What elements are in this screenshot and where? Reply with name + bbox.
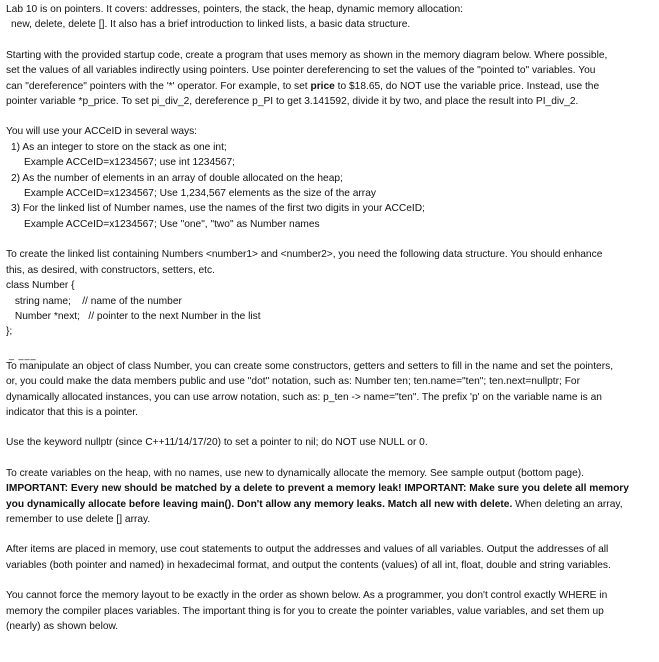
manip-line-2: or, you could make the data members public and use "dot" notation, such as: Number ten; ten.name="ten"; ten.next=nullptr; For <box>6 376 580 388</box>
code-line-3: Number *next; // pointer to the next Number in the list <box>12 310 261 322</box>
para1-line-3 <box>6 79 651 94</box>
accel-item-2: 2) As the number of elements in an array of double allocated on the heap; <box>11 172 343 184</box>
price-keyword: price <box>310 80 335 92</box>
para1-line-2: set the values of all variables indirectly using pointers. Use pointer dereferencing to set the values of the "pointed to" variables. You <box>6 65 596 77</box>
intro-line-1: Lab 10 is on pointers. It covers: addresses, pointers, the stack, the heap, dynamic memory allocation: <box>6 4 463 15</box>
para1-line-3-a: can "dereference" pointers with the '*' operator. For example, to set <box>6 80 311 92</box>
linked-line-2: this, as desired, with constructors, setters, etc. <box>6 264 215 276</box>
accel-item-2-example: Example ACCeID=x1234567; Use 1,234,567 elements as the size of the array <box>24 188 376 200</box>
para1-line-4: pointer variable *p_price. To set pi_div_2, dereference p_PI to get 3.141592, divide it by two, and place the result into PI_div_2. <box>6 96 579 108</box>
heap-line-1: To create variables on the heap, with no names, use new to dynamically allocate the memory. See sample output (bottom page). <box>6 467 584 479</box>
accel-intro: You will use your ACCeID in several ways: <box>6 126 198 138</box>
code-line-2: string name; // name of the number <box>12 295 182 307</box>
layout-line-1: You cannot force the memory layout to be exactly in the order as shown below. As a programmer, you don't control exactly WHERE in <box>6 590 608 602</box>
accel-item-3-example: Example ACCeID=x1234567; Use "one", "two" as Number names <box>24 218 320 230</box>
heap-line-2 <box>6 481 651 496</box>
layout-line-3: (nearly) as shown below. <box>6 621 119 632</box>
para1-line-3-c: to $18.65, do NOT use the variable price. Instead, use the <box>334 80 600 92</box>
heap-line-3 <box>6 497 651 512</box>
heap-line-3-rest: When deleting an array, <box>512 498 623 510</box>
linked-line-1: To create the linked list containing Numbers <number1> and <number2>, you need the following data structure. You should enhance <box>6 249 603 261</box>
heap-line-3-bold: you dynamically allocate before leaving main(). Don't allow any memory leaks. Match all new with delete. <box>6 498 513 510</box>
manip-line-3: dynamically allocated instances, you can use arrow notation, such as: p_ten -> name="ten". The prefix 'p' on the variable name is an <box>6 391 602 403</box>
accel-item-1-example: Example ACCeID=x1234567; use int 1234567; <box>24 157 235 169</box>
code-line-1: class Number { <box>6 280 75 292</box>
manip-line-4: indicator that this is a pointer. <box>6 406 138 418</box>
heap-line-2-bold: IMPORTANT: Every new should be matched by a delete to prevent a memory leak! IMPORTANT: Make sure you delete all memory <box>6 483 629 495</box>
accel-item-1: 1) As an integer to store on the stack as one int; <box>11 141 227 153</box>
cout-line-2: variables (both pointer and named) in hexadecimal format, and output the contents (values) of all int, float, double and string variables. <box>6 559 611 571</box>
cout-line-1: After items are placed in memory, use cout statements to output the addresses and values of all variables. Output the addresses of all <box>6 544 609 556</box>
accel-item-3: 3) For the linked list of Number names, use the names of the first two digits in your ACCeID; <box>11 203 425 215</box>
heap-line-4: remember to use delete [] array. <box>6 513 151 525</box>
para1-line-1: Starting with the provided startup code, create a program that uses memory as shown in the memory diagram below. Where possible, <box>6 49 608 61</box>
layout-line-2: memory the compiler places variables. The important thing is for you to create the pointer variables, value variables, and set them up <box>6 605 604 617</box>
code-line-4: }; <box>6 326 13 338</box>
manip-line-1: To manipulate an object of class Number, you can create some constructors, getters and setters to fill in the name and set the pointers, <box>6 360 614 372</box>
nullptr-line: Use the keyword nullptr (since C++11/14/17/20) to set a pointer to nil; do NOT use NULL or 0. <box>6 437 428 449</box>
separator-text: _ ___ <box>9 349 37 360</box>
intro-line-2: new, delete, delete []. It also has a brief introduction to linked lists, a basic data structure. <box>11 19 411 31</box>
separator-mark <box>6 349 651 360</box>
